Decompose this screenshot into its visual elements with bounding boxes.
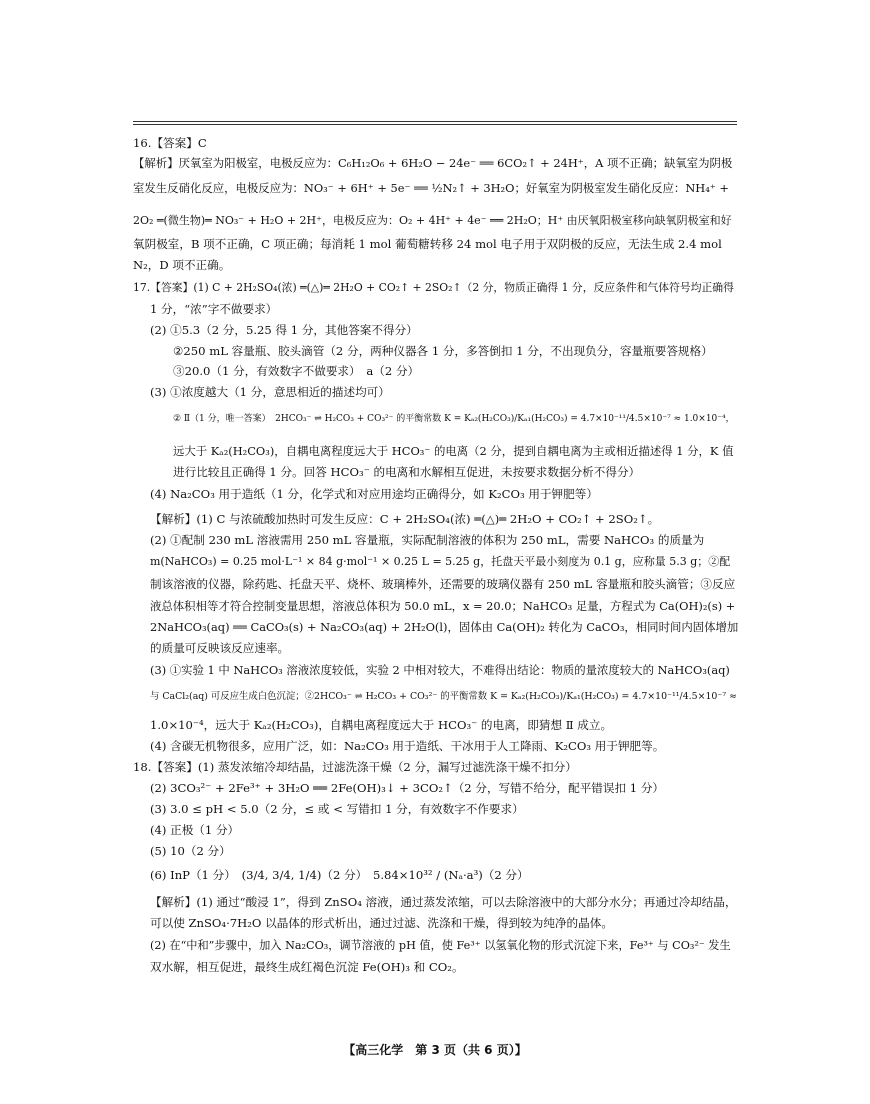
text-line: 2NaHCO₃(aq) ══ CaCO₃(s) + Na₂CO₃(aq) + 2H₂O(l)，固体由 Ca(OH)₂ 转化为 CaCO₃，相同时间内固体增加 <box>150 620 739 634</box>
text-line: 室发生反硝化反应，电极反应为：NO₃⁻ + 6H⁺ + 5e⁻ ══ ½N₂↑ + 3H₂O；好氧室为阴极室发生硝化反应：NH₄⁺ + <box>133 181 729 195</box>
text-line: 双水解，相互促进，最终生成红褐色沉淀 Fe(OH)₃ 和 CO₂。 <box>150 960 464 974</box>
text-line: 远大于 Kₐ₂(H₂CO₃)，自耦电离程度远大于 HCO₃⁻ 的电离（2 分，提到自耦电离为主或相近描述得 1 分，K 值 <box>173 444 734 458</box>
text-line: (3) 3.0 ≤ pH < 5.0（2 分，≤ 或 < 写错扣 1 分，有效数字不作要求） <box>150 802 524 816</box>
text-line: 1 分，“浓”字不做要求） <box>150 302 278 316</box>
text-line: (4) 正极（1 分） <box>150 823 240 837</box>
text-line: ② Ⅱ（1 分，唯一答案） 2HCO₃⁻ ⇌ H₂CO₃ + CO₃²⁻ 的平衡常数 K = Kₐ₂(H₂CO₃)/Kₐ₁(H₂CO₃) = 4.7×10⁻¹¹/4.5×10⁻⁷ ≈ 1.0×10⁻⁴， <box>173 414 735 424</box>
text-line: N₂，D 项不正确。 <box>133 258 231 272</box>
text-line: (4) 含碳无机物很多，应用广泛，如：Na₂CO₃ 用于造纸、干冰用于人工降雨、K₂CO₃ 用于钾肥等。 <box>150 739 665 753</box>
text-line: 17.【答案】(1) C + 2H₂SO₄(浓) ═(△)═ 2H₂O + CO₂↑ + 2SO₂↑（2 分，物质正确得 1 分，反应条件和气体符号均正确得 <box>133 281 734 294</box>
text-line: (2) ①5.3（2 分，5.25 得 1 分，其他答案不得分） <box>150 323 418 337</box>
text-line: 进行比较且正确得 1 分。回答 HCO₃⁻ 的电离和水解相互促进，未按要求数据分析不得分） <box>173 465 641 479</box>
text-line: (4) Na₂CO₃ 用于造纸（1 分，化学式和对应用途均正确得分，如 K₂CO₃ 用于钾肥等） <box>150 487 598 501</box>
text-line: (2) ①配制 230 mL 溶液需用 250 mL 容量瓶，实际配制溶液的体积为 250 mL，需要 NaHCO₃ 的质量为 <box>150 533 705 547</box>
text-line: (6) InP（1 分） (3/4, 3/4, 1/4)（2 分） 5.84×10³² / (Nₐ·a³)（2 分） <box>150 868 529 882</box>
top-rule-lower <box>133 124 737 125</box>
text-line: 【解析】(1) C 与浓硫酸加热时可发生反应：C + 2H₂SO₄(浓) ═(△)═ 2H₂O + CO₂↑ + 2SO₂↑。 <box>150 512 660 526</box>
text-line: (2) 在“中和”步骤中，加入 Na₂CO₃，调节溶液的 pH 值，使 Fe³⁺ 以氢氧化物的形式沉淀下来，Fe³⁺ 与 CO₃²⁻ 发生 <box>150 939 731 952</box>
text-line: (5) 10（2 分） <box>150 844 231 858</box>
text-line: 【解析】(1) 通过“酸浸 1”，得到 ZnSO₄ 溶液，通过蒸发浓缩，可以去除溶液中的大部分水分；再通过冷却结晶， <box>150 895 737 909</box>
text-line: 的质量可反映该反应速率。 <box>150 641 290 655</box>
text-line: m(NaHCO₃) = 0.25 mol·L⁻¹ × 84 g·mol⁻¹ × 0.25 L = 5.25 g，托盘天平最小刻度为 0.1 g，应称量 5.3 g；②配 <box>150 555 731 568</box>
text-line: (2) 3CO₃²⁻ + 2Fe³⁺ + 3H₂O ══ 2Fe(OH)₃↓ + 3CO₂↑（2 分，写错不给分，配平错误扣 1 分） <box>150 781 665 795</box>
text-line: 氧阴极室，B 项不正确，C 项正确；每消耗 1 mol 葡萄糖转移 24 mol 电子用于双阴极的反应，无法生成 2.4 mol <box>133 237 722 251</box>
text-line: 液总体积相等才符合控制变量思想，溶液总体积为 50.0 mL，x = 20.0；NaHCO₃ 足量，方程式为 Ca(OH)₂(s) + <box>150 599 736 613</box>
text-line: 2O₂ ═(微生物)═ NO₃⁻ + H₂O + 2H⁺，电极反应为：O₂ + 4H⁺ + 4e⁻ ══ 2H₂O；H⁺ 由厌氧阳极室移向缺氧阴极室和好 <box>133 214 732 227</box>
text-line: 与 CaCl₂(aq) 可反应生成白色沉淀；②2HCO₃⁻ ⇌ H₂CO₃ + CO₃²⁻ 的平衡常数 K = Kₐ₂(H₂CO₃)/Kₐ₁(H₂CO₃) = 4.7×10⁻¹¹/4.5×10⁻⁷ ≈ <box>150 691 737 702</box>
page-footer: 【高三化学 第 3 页（共 6 页）】 <box>343 1043 527 1057</box>
text-line: ②250 mL 容量瓶、胶头滴管（2 分，两种仪器各 1 分，多答倒扣 1 分，不出现负分，容量瓶要答规格） <box>173 344 713 358</box>
text-line: ③20.0（1 分，有效数字不做要求） a（2 分） <box>173 364 420 378</box>
text-line: 可以使 ZnSO₄·7H₂O 以晶体的形式析出，通过过滤、洗涤和干燥，得到较为纯净的晶体。 <box>150 916 613 930</box>
text-line: 16.【答案】C <box>133 136 207 150</box>
text-line: (3) ①浓度越大（1 分，意思相近的描述均可） <box>150 385 390 399</box>
text-line: 制该溶液的仪器，除药匙、托盘天平、烧杯、玻璃棒外，还需要的玻璃仪器有 250 mL 容量瓶和胶头滴管；③反应 <box>150 577 736 591</box>
top-rule-upper <box>133 121 737 122</box>
text-line: 1.0×10⁻⁴，远大于 Kₐ₂(H₂CO₃)，自耦电离程度远大于 HCO₃⁻ 的电离，即猜想 Ⅱ 成立。 <box>150 718 613 732</box>
text-line: (3) ①实验 1 中 NaHCO₃ 溶液浓度较低，实验 2 中相对较大，不难得出结论：物质的量浓度较大的 NaHCO₃(aq) <box>150 663 730 677</box>
text-line: 18.【答案】(1) 蒸发浓缩冷却结晶，过滤洗涤干燥（2 分，漏写过滤洗涤干燥不扣分） <box>133 760 577 774</box>
text-line: 【解析】厌氧室为阳极室，电极反应为：C₆H₁₂O₆ + 6H₂O − 24e⁻ ══ 6CO₂↑ + 24H⁺，A 项不正确；缺氧室为阴极 <box>133 156 733 170</box>
